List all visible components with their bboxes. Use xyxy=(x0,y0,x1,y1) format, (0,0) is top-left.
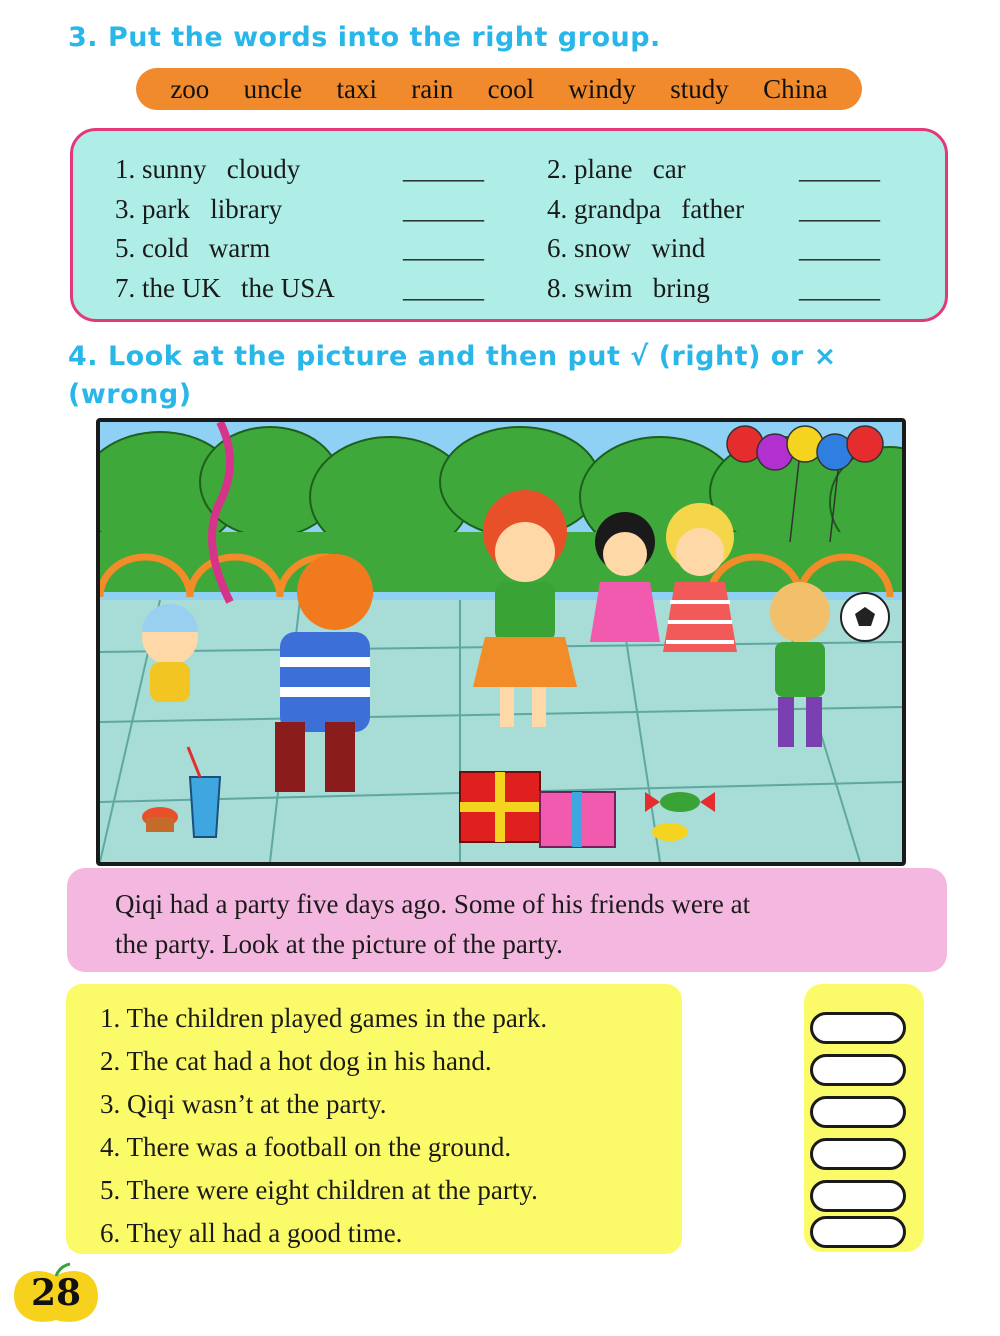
group-item xyxy=(547,192,937,226)
answer-blank[interactable]: ______ xyxy=(799,154,880,184)
answer-blank[interactable]: ______ xyxy=(403,154,484,184)
word-bank-item: rain xyxy=(411,73,454,104)
statements-box xyxy=(66,984,682,1254)
page-number: 28 xyxy=(30,1272,82,1314)
football xyxy=(841,593,889,641)
statement: 1. The children played games in the park. xyxy=(100,1003,548,1033)
answer-box[interactable] xyxy=(810,1012,906,1044)
group-item xyxy=(547,152,937,186)
answer-blank[interactable]: ______ xyxy=(799,194,880,224)
story-line: the party. Look at the picture of the party. xyxy=(115,929,563,959)
group-item-words: 3. park library xyxy=(115,194,283,224)
answer-blank[interactable]: ______ xyxy=(799,273,880,303)
group-item xyxy=(115,152,505,186)
answer-blank[interactable]: ______ xyxy=(799,233,880,263)
group-item-words: 7. the UK the USA xyxy=(115,273,335,303)
answer-boxes-strip xyxy=(804,984,924,1252)
group-item-words: 8. swim bring xyxy=(547,273,710,303)
group-item-words: 5. cold warm xyxy=(115,233,271,263)
party-illustration xyxy=(96,418,906,866)
story-box xyxy=(67,868,947,972)
answer-box[interactable] xyxy=(810,1096,906,1128)
statement: 6. They all had a good time. xyxy=(100,1218,403,1248)
answer-box[interactable] xyxy=(810,1180,906,1212)
answer-box[interactable] xyxy=(810,1054,906,1086)
group-item xyxy=(115,192,505,226)
group-item xyxy=(115,231,505,265)
group-item-words: 1. sunny cloudy xyxy=(115,154,301,184)
word-bank-item: zoo xyxy=(170,73,210,104)
word-bank-item: windy xyxy=(568,73,636,104)
story-line: Qiqi had a party five days ago. Some of his friends were at xyxy=(115,889,751,919)
statement: 4. There was a football on the ground. xyxy=(100,1132,512,1162)
group-item xyxy=(547,231,937,265)
page-number-badge xyxy=(10,1262,102,1328)
answer-box[interactable] xyxy=(810,1138,906,1170)
statement: 5. There were eight children at the party. xyxy=(100,1175,538,1205)
group-item-words: 6. snow wind xyxy=(547,233,706,263)
word-bank-item: cool xyxy=(487,73,535,104)
answer-box[interactable] xyxy=(810,1216,906,1248)
exercise-3-heading: 3. Put the words into the right group. xyxy=(68,22,661,53)
word-bank-item: taxi xyxy=(336,73,377,104)
group-item-words: 4. grandpa father xyxy=(547,194,745,224)
word-bank xyxy=(136,68,862,110)
group-item xyxy=(115,271,505,305)
statement: 3. Qiqi wasn’t at the party. xyxy=(100,1089,387,1119)
answer-blank[interactable]: ______ xyxy=(403,194,484,224)
group-item xyxy=(547,271,937,305)
group-item-words: 2. plane car xyxy=(547,154,686,184)
cupcake xyxy=(142,807,178,832)
word-bank-item: uncle xyxy=(243,73,303,104)
answer-blank[interactable]: ______ xyxy=(403,273,484,303)
statement: 2. The cat had a hot dog in his hand. xyxy=(100,1046,492,1076)
boy-headphones xyxy=(142,604,198,702)
word-bank-item: China xyxy=(763,73,828,104)
answer-blank[interactable]: ______ xyxy=(403,233,484,263)
exercise-4-heading-line1: 4. Look at the picture and then put √ (right) or × (wrong) xyxy=(68,341,837,410)
word-bank-item: study xyxy=(670,73,729,104)
word-group-box xyxy=(70,128,948,322)
